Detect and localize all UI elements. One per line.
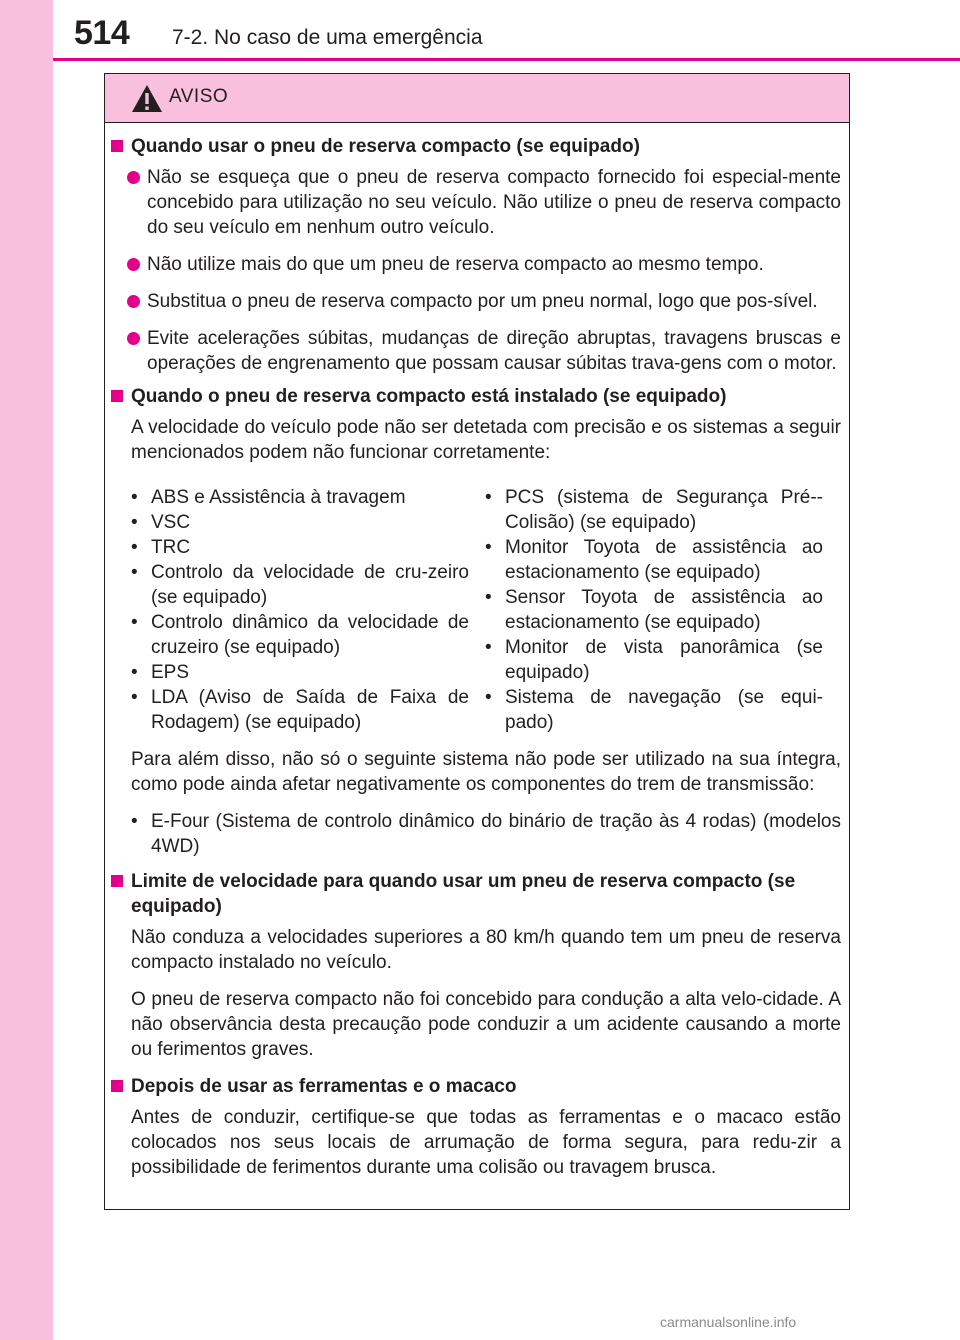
section-title: 7-2. No caso de uma emergência <box>172 26 483 49</box>
square-bullet-icon <box>111 875 123 887</box>
paragraph: A velocidade do veículo pode não ser detetada com precisão e os sistemas a seguir mencionados podem não funcionar corretamente: <box>131 417 841 463</box>
list-item: • TRC <box>131 537 191 558</box>
warning-triangle-icon <box>131 84 163 113</box>
section-heading: Depois de usar as ferramentas e o macaco <box>111 1074 841 1099</box>
page-number: 514 <box>74 14 130 52</box>
warning-title: AVISO <box>169 86 229 107</box>
circle-bullet-icon <box>127 258 140 271</box>
list-item: • ABS e Assistência à travagem <box>131 487 406 508</box>
list-item: • Monitor Toyota de assistência ao estacionamento (se equipado) <box>485 537 823 583</box>
header-rule <box>53 58 960 61</box>
bullet-item: Substitua o pneu de reserva compacto por um pneu normal, logo que pos-sível. <box>127 289 841 314</box>
footer-watermark: carmanualsonline.info <box>660 1314 797 1330</box>
bullet-item: Não utilize mais do que um pneu de reserva compacto ao mesmo tempo. <box>127 252 841 277</box>
list-item: • EPS <box>131 662 190 683</box>
list-item: • Controlo da velocidade de cru-zeiro (se equipado) <box>131 562 469 608</box>
circle-bullet-icon <box>127 295 140 308</box>
list-item: • Monitor de vista panorâmica (se equipado) <box>485 637 823 683</box>
circle-bullet-icon <box>127 332 140 345</box>
warning-header <box>105 74 849 123</box>
systems-list <box>131 485 841 735</box>
list-item: • PCS (sistema de Segurança Pré--Colisão) (se equipado) <box>485 487 823 533</box>
bullet-item: Evite acelerações súbitas, mudanças de direção abruptas, travagens bruscas e operações de engrenamento que possam causar súbitas trava-gens com o motor. <box>127 326 841 376</box>
square-bullet-icon <box>111 1080 123 1092</box>
list-item: • VSC <box>131 512 191 533</box>
bullet-item: Não se esqueça que o pneu de reserva compacto fornecido foi especial-mente concebido para utilização no seu veículo. Não utilize o pneu de reserva compacto do seu veículo em nenhum outro veículo. <box>127 165 841 240</box>
systems-list-left <box>131 485 469 735</box>
section-heading: Quando o pneu de reserva compacto está instalado (se equipado) <box>111 384 841 409</box>
list-item: • Sistema de navegação (se equi-pado) <box>485 687 823 733</box>
warning-content <box>111 134 841 1192</box>
paragraph: Não conduza a velocidades superiores a 80 km/h quando tem um pneu de reserva compacto instalado no veículo. <box>131 927 841 973</box>
square-bullet-icon <box>111 140 123 152</box>
paragraph: Antes de conduzir, certifique-se que todas as ferramentas e o macaco estão colocados nos seus locais de arrumação de forma segura, para redu-zir a possibilidade de ferimentos durante uma colisão ou travagem brusca. <box>131 1107 841 1178</box>
left-margin-strip <box>0 0 53 1340</box>
paragraph: Para além disso, não só o seguinte sistema não pode ser utilizado na sua íntegra, como pode ainda afetar negativamente os componentes do trem de transmissão: <box>131 749 841 795</box>
square-bullet-icon <box>111 390 123 402</box>
list-item: • E-Four (Sistema de controlo dinâmico do binário de tração às 4 rodas) (modelos 4WD) <box>131 811 841 857</box>
page-header <box>0 0 960 60</box>
warning-box <box>104 73 850 1210</box>
section-heading: Limite de velocidade para quando usar um pneu de reserva compacto (se equipado) <box>111 869 841 919</box>
section-heading: Quando usar o pneu de reserva compacto (se equipado) <box>111 134 841 159</box>
circle-bullet-icon <box>127 171 140 184</box>
list-item: • Controlo dinâmico da velocidade de cruzeiro (se equipado) <box>131 612 469 658</box>
list-item: • Sensor Toyota de assistência ao estacionamento (se equipado) <box>485 587 823 633</box>
list-item: • LDA (Aviso de Saída de Faixa de Rodagem) (se equipado) <box>131 687 469 733</box>
systems-list-right <box>485 485 823 735</box>
paragraph: O pneu de reserva compacto não foi concebido para condução a alta velo-cidade. A não observância desta precaução pode conduzir a um acidente causando a morte ou ferimentos graves. <box>131 989 841 1060</box>
